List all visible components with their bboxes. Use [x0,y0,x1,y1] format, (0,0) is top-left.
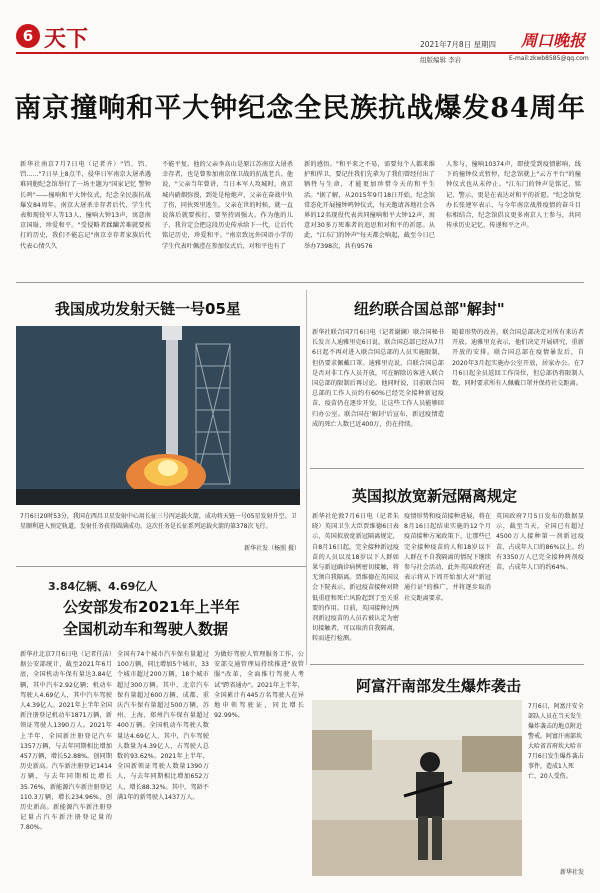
main-article-col4: 人参与，撞响10374声，即使受到疫情影响，线下的撞钟仪式暂停，纪念馆就上"云方平台"的撞钟仪式也从未停止。"江东门的钟声是铭记、铭记、警示，更是在表达对和平的祈愿。"纪念馆党办长张建军表示，与今年南京战胜疫情的奋斗目标相结合，纪念馆倡议更多南京人士参与，共同传承历史记忆、传递和平之声。 [446,161,581,230]
uk-headline: 英国拟放宽新冠隔离规定 [352,487,518,505]
rocket-launch-photo [16,326,300,505]
rocket-launch-graphic [16,326,300,505]
traffic-headline-line2: 全国机动车和驾驶人数据 [63,620,229,638]
page-number-badge: 6 [16,24,40,48]
column-divider [306,290,307,665]
uk-article-col1: 新华社伦敦7月6日电（记者朱晓）英国卫生大臣贾维德6日表示，英国拟放宽新冠隔离规定，自8月16日起，完全接种新冠疫苗的人员以及18岁以下人群如果与新冠确诊病例密切接触，将无须自我隔离。贾维德在英国议会下院表示，新冠疫苗接种对降低重症和死亡风险起到了至关重要的作用。目前，英国接种过两剂新冠疫苗的人员若被认定为密切接触者，可以取消自我隔离，转而进行检测。 [312,513,399,643]
editor-credit: 组版编辑 李岩 [420,56,462,64]
afghan-security-photo [312,700,522,876]
traffic-article-col1: 新华社北京7月6日电（记者任洁）据公安部统计，截至2021年6月底，全国机动车保有量达3.84亿辆，其中汽车2.92亿辆；机动车驾驶人4.69亿人，其中汽车驾驶人4.39亿人。2021年上半年全国新注册登记机动车1871万辆，新领证驾驶人1390万人。2021年上半年，全国新注册登记汽车1357万辆，与去年同期相比增加457万辆，增长52.88%，创同期历史新高。汽车新注册登记1414万辆，与去年同期相比增长35.76%，新能源汽车新注册登记110.3万辆，增长234.96%，创历史新高。新能源汽车新注册登记量占汽车新注册登记量的7.80%。 [20,651,112,832]
un-article-col1: 新华社联合国7月6日电（记者谢澜）联合国秘书长发言人迪雅里克6日说，联合国总部已经从7月6日起不再对进入联合国总部的人员实施限制，但仍要求佩戴口罩。迪雅里克说，自联合国总部是否对非工作人员开放，可在解除访客进入联合国总部的限制后再讨论。他同时说，目前联合国总部的工作人员约有60%已经完全接种新冠疫苗，疫苗仍在逐步开发，让这些工作人员能够回归办公室。联合国在'解封'后宣布，新冠疫情造成的死亡人数已近400万，仍在持续。 [312,329,444,428]
afghan-scene-graphic [312,700,522,876]
section-divider [310,664,584,665]
section-divider [310,468,584,469]
newspaper-logo: 周口晚报 [521,31,586,50]
traffic-kicker: 3.84亿辆、4.69亿人 [48,580,158,593]
afghan-caption: 7月6日，阿富汗安全部队人员在当天发生爆炸袭击的地点附近警戒。阿富汗南部坎大哈省首府坎大哈市7月6日发生爆炸袭击事件，造成1人死亡、20人受伤。 [528,703,584,780]
satellite-headline: 我国成功发射天链一号05星 [55,300,241,318]
contact-email: E-mail:zkwb8585@qq.com [509,55,589,62]
traffic-article-col2: 全国有74个城市汽车保有量超过100万辆，同比增加5个城市，33个城市超过200万辆，18个城市超过300万辆。其中，北京汽车保有量超过600万辆，成都、重庆汽车保有量超过500万辆，苏州、上海、郑州汽车保有量超过400万辆。全国机动车驾驶人数量达4.69亿人，其中，汽车驾驶人数量为4.39亿人，占驾驶人总数的93.62%。2021年上半年，全国新领证驾驶人数量1390万人，与去年同期相比增加652万人，增长88.32%。其中，驾龄不满1年的新驾驶人1437万人。 [117,651,209,801]
main-article-col3: 新的感悟。"和平来之不易，需要每个人都来维护和捍卫，要记住我们先辈为了我们曾经付出了牺牲与生命，才能更加珍惜今天的和平生活。"据了解，从2015年9月18日开始，纪念馆常态化开展撞钟鸣钟仪式，每天邀请各地社会各界的12名现役代表共同撞响和平大钟12声，寓意对30多万死难者的追思和对和平的祈愿。从此，"江东门的钟声"每天都会响起，截至今日已举办7398次，共有9576 [304,161,435,250]
afghan-headline: 阿富汗南部发生爆炸袭击 [356,677,522,695]
un-article-col2: 随着形势的改善，联合国总部决定对所有来访者开放。迪雅里克表示，他们决定开展研究，重新开放的安排。联合国总部在疫情暴发后，自2020年3月起实施办公室开放，居家办公。在7月6日起全员返回工作岗位，但总部仍将限制人数，同时要求所有人佩戴口罩并保持社交距离。 [452,329,584,388]
traffic-article-col3: 为做好驾驶人管理服务工作，公安部交通管理局持续推进"放管服"改革，全面推行驾驶人考试"跨省通办"。2021年上半年，全国累计有445万名驾驶人在异地申领驾驶证，同比增长92.99%。 [214,651,304,720]
header-rule [16,52,584,54]
main-article-col2: 不能平复。他的父亲李高山是原江苏南京大屠杀幸存者，也是曾参加南京保卫战的抗战老兵。他说，"父亲当年曾讲，当日本军人攻城时，南京城内硝烟弥漫，到处是枪炮声，父亲在奋战中负了伤，同伙死里逃生。父亲在世的时候，就一直说落后就要挨打，要坚持固强大。作为他的儿子，我肯定会把这段历史传承给下一代，让后代铭记历史，珍爱和平。"南京致远外国语小学的学生代表叶佩滢在参加仪式后，对和平也有了 [162,161,293,250]
un-headline: 纽约联合国总部"解封" [354,300,505,318]
issue-date: 2021年7月8日 星期四 [420,40,497,49]
afghan-photo-credit: 新华社发 [559,869,584,876]
section-divider [16,566,306,567]
satellite-photo-credit: 新华社发（杨照 摄） [244,545,300,552]
section-divider [16,282,584,283]
traffic-headline-line1: 公安部发布2021年上半年 [63,598,240,616]
main-headline: 南京撞响和平大钟纪念全民族抗战爆发84周年 [14,93,586,124]
satellite-caption: 7月6日20时53分，我国在西昌卫星发射中心用长征三号丙运载火箭，成功将天链一号05星发射升空。卫星顺利进入预定轨道，发射任务获得圆满成功。这次任务是长征系列运载火箭的第378次飞行。 [20,513,297,530]
uk-article-col3: 英国政府7月5日发布的数据显示，截至当天，全国已有超过4500万人接种第一剂新冠疫苗，占成年人口的86%以上。约有3350万人已完全接种两剂疫苗，占成年人口的约64%。 [496,513,584,572]
uk-article-col2: 疫情形势和疫苗接种进展，将在8月16日起结束实施的12个月疫苗接种方案政策下，让那些已完全接种疫苗的人和18岁以下人群在不自我隔离的情况下继续参与社会活动，此外英国政府还表示将从下周开始加大对"新冠通行证"的推广，并将逐步取消社交距离要求。 [404,513,491,602]
section-title: 天下 [44,26,89,52]
main-article-col1: 新华社南京7月7日电（记者齐）"铛、铛、铛……"7日早上8点半，侵华日军南京大屠杀遇难同胞纪念馆举行了一场主题为"国家记忆 警钟长鸣"——撞响和平大钟仪式，纪念全民族抗战爆发84周年。南京大屠杀幸存者后代、学生代表和现役军人等13人，撞响大钟13声，寓意南京国耻、珍爱和平。"受侵略者蹂躏苦难就要挨打的历史，我们不能忘记"南京幸存者家族后代代表心情久久 [20,161,151,250]
